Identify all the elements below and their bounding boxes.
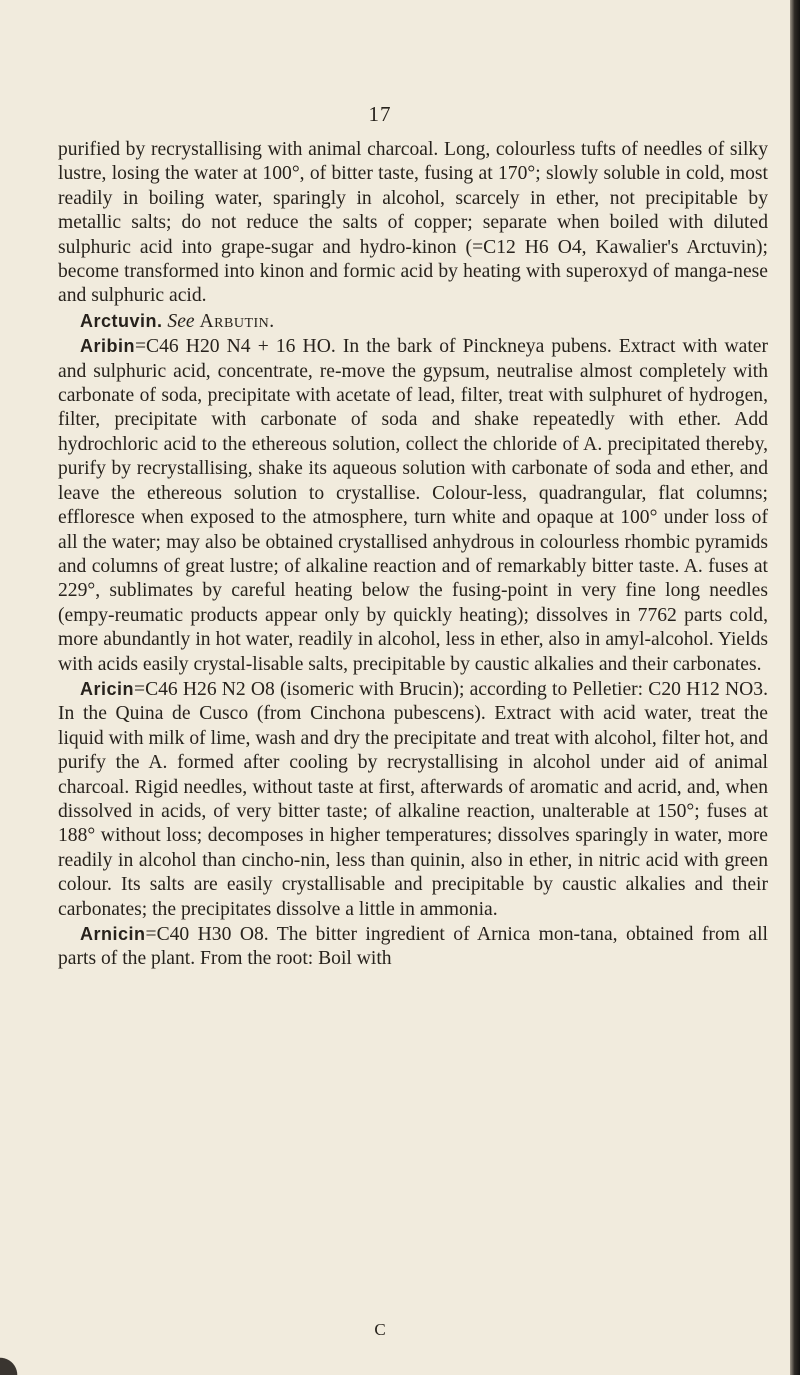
entry-text: The bitter ingredient of Arnica mon-tana, obtained from all parts of the plant. From the root: Boil with — [58, 924, 768, 970]
page-number: 17 — [368, 102, 392, 126]
entry-arctuvin — [58, 309, 768, 334]
formula: =C46 H26 N2 O8 — [134, 678, 275, 700]
entry-heading: Aribin — [80, 336, 135, 357]
paragraph-arbutin-continued: purified by recrystallising with animal charcoal. Long, colourless tufts of needles of silky lustre, losing the water at 100°, of bitter taste, fusing at 170°; slowly soluble in cold, most readily in boiling water, sparingly in alcohol, scarcely in ether, not precipitable by metallic salts; do not reduce the salts of copper; separate when boiled with diluted sulphuric acid into grape-sugar and hydro-kinon (=C12 H6 O4, Kawalier's Arctuvin); become transformed into kinon and formic acid by heating with superoxyd of manga-nese and sulphuric acid. — [58, 139, 768, 307]
entry-heading: Arctuvin. — [80, 310, 163, 331]
entry-heading: Aricin — [80, 678, 135, 699]
body-text — [58, 138, 768, 972]
see-label: See — [167, 310, 195, 332]
page-edge-shadow — [790, 0, 800, 1375]
entry-text: (isomeric with Brucin); according to Pelletier: C20 H12 NO3. In the Quina de Cusco (from Cinchona pubescens). Extract with acid water, treat the liquid with milk of lime, wash and dry the precipitate and treat with alcohol, filter hot, and purify the A. formed after cooling by recrystallising in alcohol under aid of animal charcoal. Rigid needles, without taste at first, afterwards of aromatic and acrid, and, when dissolved in acids, of very bitter taste; of alkaline reaction, unalterable at 150°; fuses at 188° without loss; decomposes in higher temperatures; dissolves sparingly in water, more readily in alcohol than cincho-nin, less than quinin, also in ether, in nitric acid with green colour. Its salts are easily crystallisable and precipitable by caustic alkalies and their carbonates; the precipitates dissolve a little in ammonia. — [58, 678, 768, 920]
formula: =C46 H20 N4 + 16 HO. — [135, 336, 336, 358]
entry-arnicin — [58, 922, 768, 972]
signature-mark: C — [374, 1320, 386, 1339]
entry-aricin — [58, 677, 768, 922]
entry-heading: Arnicin — [80, 924, 146, 944]
cross-reference: Arbutin. — [199, 310, 275, 332]
page-corner-shadow — [0, 1335, 40, 1375]
entry-aribin — [58, 334, 768, 677]
formula: =C40 H30 O8. — [145, 924, 269, 945]
entry-text: In the bark of Pinckneya pubens. Extract with water and sulphuric acid, concentrate, re-move the gypsum, neutralise almost completely with carbonate of soda, precipitate with acetate of lead, filter, treat with sulphuret of hydrogen, filter, precipitate with carbonate of soda and shake repeatedly with ether. Add hydrochloric acid to the ethereous solution, collect the chloride of A. precipitated thereby, purify by recrystallising, shake its aqueous solution with carbonate of soda and ether, and leave the ethereous solution to crystallise. Colour-less, quadrangular, flat columns; effloresce when exposed to the atmosphere, turn white and opaque at 100° under loss of all the water; may also be obtained crystallised anhydrous in colourless rhombic pyramids and columns of great lustre; of alkaline reaction and of remarkably bitter taste. A. fuses at 229°, sublimates by careful heating below the fusing-point in very fine long needles (empy-reumatic products appear only by quickly heating); dissolves in 7762 parts cold, more abundantly in hot water, readily in alcohol, less in ether, also in amyl-alcohol. Yields with acids easily crystal-lisable salts, precipitable by caustic alkalies and their carbonates. — [58, 336, 768, 675]
